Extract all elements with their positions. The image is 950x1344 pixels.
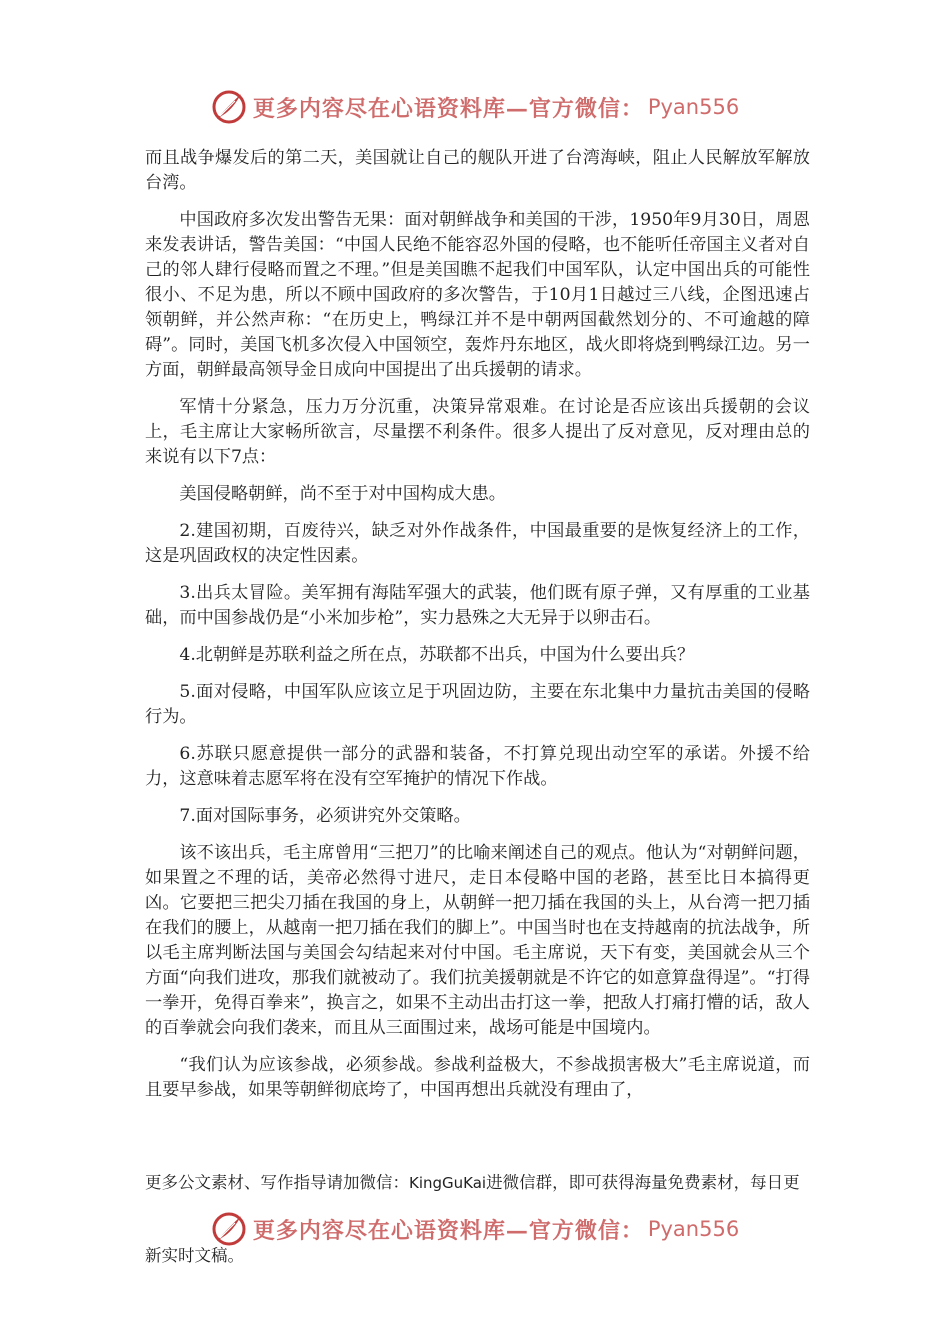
document-body — [145, 146, 810, 1115]
banner-text: 更多内容尽在心语资料库—官方微信： — [252, 1217, 644, 1244]
footer-suffix: 进微信群，即可获得海量免费素材，每日更 — [486, 1173, 800, 1192]
footer-prefix: 更多公文素材、写作指导请加微信： — [145, 1173, 409, 1192]
list-item: 2.建国初期，百废待兴，缺乏对外作战条件，中国最重要的是恢复经济上的工作，这是巩固政权的决定性因素。 — [145, 521, 810, 566]
footer-wechat-id: KingGuKai — [409, 1174, 487, 1192]
paragraph: “我们认为应该参战，必须参战。参战利益极大，不参战损害极大”毛主席说道，而且要早参战，如果等朝鲜彻底垮了，中国再想出兵就没有理由了， — [145, 1055, 810, 1100]
paragraph: 军情十分紧急，压力万分沉重，决策异常艰难。在讨论是否应该出兵援朝的会议上，毛主席让大家畅所欲言，尽量摆不利条件。很多人提出了反对意见，反对理由总的来说有以下7点： — [145, 397, 810, 467]
header-banner — [0, 84, 950, 130]
list-item: 7.面对国际事务，必须讲究外交策略。 — [179, 806, 471, 826]
banner-wechat-id: Pyan556 — [647, 95, 740, 119]
footer-banner — [0, 1206, 950, 1252]
footer-note-end: 新实时文稿。 — [145, 1246, 244, 1265]
quill-logo-icon — [211, 1211, 247, 1247]
list-item: 5.面对侵略，中国军队应该立足于巩固边防，主要在东北集中力量抗击美国的侵略行为。 — [145, 682, 810, 727]
banner-text: 更多内容尽在心语资料库—官方微信： — [252, 95, 644, 122]
list-item: 3.出兵太冒险。美军拥有海陆军强大的武装，他们既有原子弹，又有厚重的工业基础，而中国参战仍是“小米加步枪”，实力悬殊之大无异于以卵击石。 — [145, 583, 810, 628]
footer-note — [145, 1171, 810, 1195]
list-item: 6.苏联只愿意提供一部分的武器和装备，不打算兑现出动空军的承诺。外援不给力，这意味着志愿军将在没有空军掩护的情况下作战。 — [145, 744, 810, 789]
paragraph: 而且战争爆发后的第二天，美国就让自己的舰队开进了台湾海峡，阻止人民解放军解放台湾。 — [145, 148, 810, 193]
list-item: 4.北朝鲜是苏联利益之所在点，苏联都不出兵，中国为什么要出兵？ — [179, 645, 695, 665]
paragraph: 该不该出兵，毛主席曾用“三把刀”的比喻来阐述自己的观点。他认为“对朝鲜问题，如果置之不理的话，美帝必然得寸进尺，走日本侵略中国的老路，甚至比日本搞得更凶。它要把三把尖刀插在我国的身上，从朝鲜一把刀插在我国的头上，从台湾一把刀插在我们的腰上，从越南一把刀插在我们的脚上”。中国当时也在支持越南的抗法战争，所以毛主席判断法国与美国会勾结起来对付中国。毛主席说，天下有变，美国就会从三个方面“向我们进攻，那我们就被动了。我们抗美援朝就是不许它的如意算盘得逞”。“打得一拳开，免得百拳来”，换言之，如果不主动出击打这一拳，把敌人打痛打懵的话，敌人的百拳就会向我们袭来，而且从三面围过来，战场可能是中国境内。 — [145, 843, 810, 1038]
banner-wechat-id: Pyan556 — [647, 1217, 740, 1241]
quill-logo-icon — [211, 89, 247, 125]
list-item: 美国侵略朝鲜，尚不至于对中国构成大患。 — [179, 484, 506, 504]
paragraph: 中国政府多次发出警告无果：面对朝鲜战争和美国的干涉，1950年9月30日，周恩来发表讲话，警告美国：“中国人民绝不能容忍外国的侵略，也不能听任帝国主义者对自己的邻人肆行侵略而置之不理。”但是美国瞧不起我们中国军队，认定中国出兵的可能性很小、不足为患，所以不顾中国政府的多次警告，于10月1日越过三八线，企图迅速占领朝鲜，并公然声称：“在历史上，鸭绿江并不是中朝两国截然划分的、不可逾越的障碍”。同时，美国飞机多次侵入中国领空，轰炸丹东地区，战火即将烧到鸭绿江边。另一方面，朝鲜最高领导金日成向中国提出了出兵援朝的请求。 — [145, 210, 810, 380]
